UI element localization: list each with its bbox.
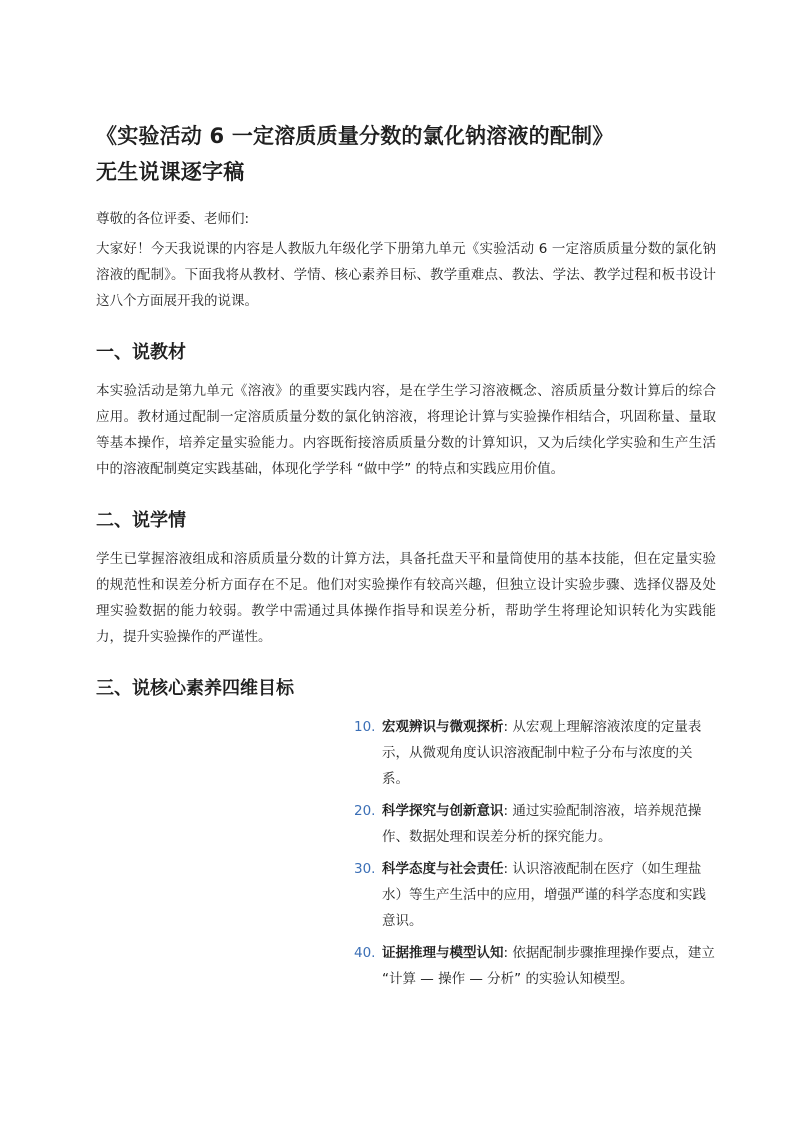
goal-name: 宏观辨识与微观探析: [382, 719, 504, 735]
goal-item: [354, 940, 716, 992]
section-body-textbook: 本实验活动是第九单元《溶液》的重要实践内容，是在学生学习溶液概念、溶质质量分数计算后的综合应用。教材通过配制一定溶质质量分数的氯化钠溶液，将理论计算与实验操作相结合，巩固称量、量取等基本操作，培养定量实验能力。内容既衔接溶质质量分数的计算知识，又为后续化学实验和生产生活中的溶液配制奠定实践基础，体现化学学科 “做中学” 的特点和实践应用价值。: [96, 383, 716, 477]
section-body-students: 学生已掌握溶液组成和溶质质量分数的计算方法，具备托盘天平和量筒使用的基本技能，但在定量实验的规范性和误差分析方面存在不足。他们对实验操作有较高兴趣，但独立设计实验步骤、选择仪器及处理实验数据的能力较弱。教学中需通过具体操作指导和误差分析，帮助学生将理论知识转化为实践能力，提升实验操作的严谨性。: [96, 551, 716, 645]
document-page: [96, 118, 716, 998]
goal-text: : 依据配制步骤推理操作要点，建立 “计算 — 操作 — 分析” 的实验认知模型。: [382, 945, 715, 987]
section-heading-textbook: 一、说教材: [96, 342, 186, 363]
goal-name: 证据推理与模型认知: [382, 945, 504, 961]
intro-paragraph: 大家好！今天我说课的内容是人教版九年级化学下册第九单元《实验活动 6 一定溶质质量分数的氯化钠溶液的配制》。下面我将从教材、学情、核心素养目标、教学重难点、教法、学法、教学过程和板书设计这八个方面展开我的说课。: [96, 241, 716, 309]
goal-name: 科学探究与创新意识: [382, 803, 504, 819]
title-line-1: 《实验活动 6 一定溶质质量分数的氯化钠溶液的配制》: [96, 124, 614, 148]
document-title: [96, 118, 716, 190]
goal-number: 20.: [354, 803, 376, 819]
goal-number: 40.: [354, 945, 376, 961]
goal-number: 10.: [354, 719, 376, 735]
greeting: 尊敬的各位评委、老师们:: [96, 211, 250, 227]
goal-name: 科学态度与社会责任: [382, 861, 504, 877]
goal-item: [354, 798, 716, 850]
goals-list: [354, 714, 716, 992]
goal-text: : 通过实验配制溶液，培养规范操作、数据处理和误差分析的探究能力。: [382, 803, 702, 845]
goal-text: : 认识溶液配制在医疗（如生理盐水）等生产生活中的应用，增强严谨的科学态度和实践意识。: [382, 861, 706, 929]
title-line-2: 无生说课逐字稿: [96, 160, 245, 184]
goal-text: : 从宏观上理解溶液浓度的定量表示，从微观角度认识溶液配制中粒子分布与浓度的关系。: [382, 719, 702, 787]
goal-item: [354, 714, 716, 792]
section-heading-students: 二、说学情: [96, 510, 186, 531]
section-heading-goals: 三、说核心素养四维目标: [96, 678, 294, 699]
goal-item: [354, 856, 716, 934]
goal-number: 30.: [354, 861, 376, 877]
